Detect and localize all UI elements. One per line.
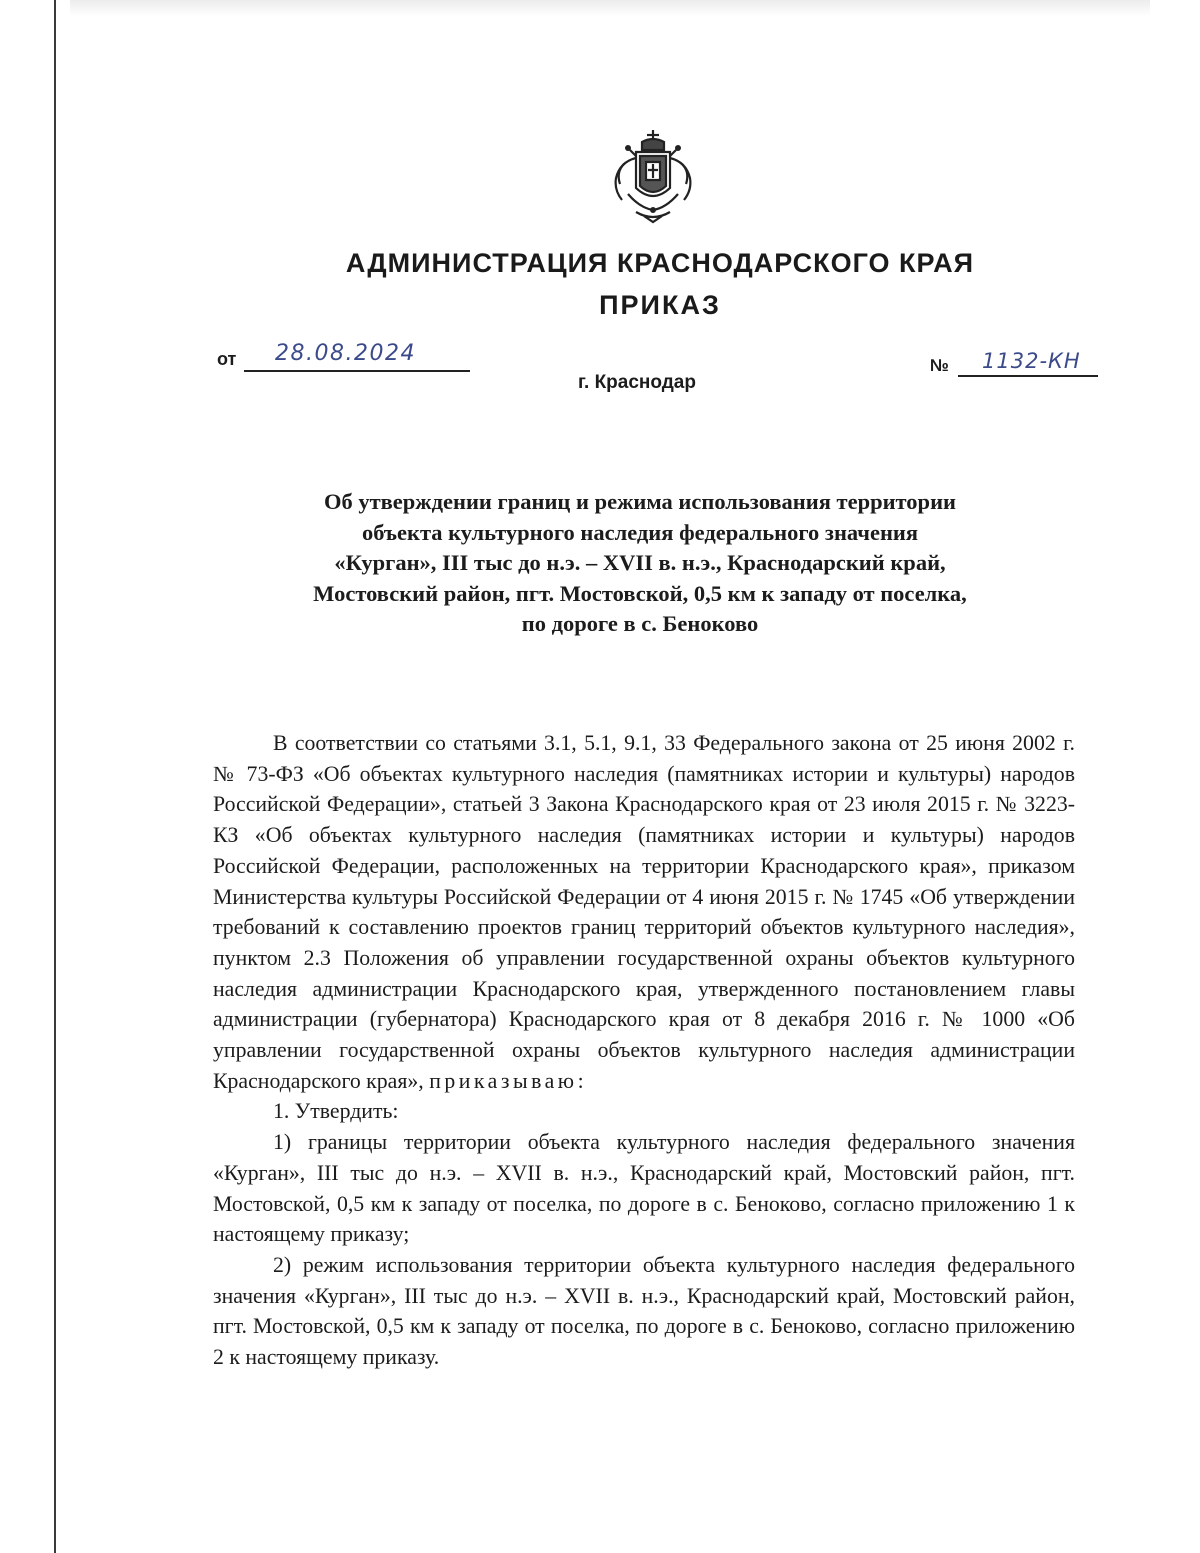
subject-line: Мостовский район, пгт. Мостовской, 0,5 км к западу от поселка, <box>313 580 967 606</box>
scan-artifact <box>70 0 1150 16</box>
date-underline <box>244 370 470 372</box>
document-type: ПРИКАЗ <box>599 290 721 320</box>
preamble-text: В соответствии со статьями 3.1, 5.1, 9.1, 33 Федерального закона от 25 июня 2002 г. № 73-ФЗ «Об объектах культурного наследия (памятниках истории и культуры) народов Российской Федерации», статьей 3 Закона Краснодарского края от 23 июля 2015 г. № 3223-КЗ «Об объектах культурного наследия (памятниках истории и культуры) народов Российской Федерации, расположенных на территории Краснодарского края», приказом Министерства культуры Российской Федерации от 4 июня 2015 г. № 1745 «Об утверждении требований к составлению проектов границ территорий объектов культурного наследия», пунктом 2.3 Положения об управлении государственной охраны объектов культурного наследия администрации Краснодарского края, утвержденного постановлением главы администрации (губернатора) Краснодарского края от 8 декабря 2016 г. № 1000 «Об управлении государственной охраны объектов культурного наследия администрации Краснодарского края», <box>213 731 1075 1093</box>
date-field <box>217 343 477 377</box>
number-underline <box>958 375 1098 377</box>
number-label: № <box>930 356 949 375</box>
document-body <box>213 728 1075 1373</box>
decree-word: приказываю: <box>429 1068 588 1093</box>
subject-line: Об утверждении границ и режима использования территории <box>323 489 957 514</box>
item-1-1: 1) границы территории объекта культурного наследия федерального значения «Курган», III тыс до н.э. – XVII в. н.э., Краснодарский край, Мостовский район, пгт. Мостовской, 0,5 км к западу от поселка, по дороге в с. Беноково, согласно приложению 1 к настоящему приказу; <box>213 1130 1075 1247</box>
number-value: 1132-КН <box>982 349 1081 373</box>
coat-of-arms-icon <box>606 128 700 224</box>
subject-line: по дороге в с. Беноково <box>521 611 759 636</box>
document-subject <box>240 487 1040 640</box>
organization-title: АДМИНИСТРАЦИЯ КРАСНОДАРСКОГО КРАЯ <box>345 248 975 278</box>
page-left-edge <box>54 0 56 1553</box>
subject-line: «Курган», III тыс до н.э. – XVII в. н.э., Краснодарский край, <box>334 550 946 575</box>
city: г. Краснодар <box>578 372 696 393</box>
subject-line: объекта культурного наследия федерального значения <box>361 519 919 545</box>
preamble-paragraph <box>213 728 1075 1096</box>
item-1: 1. Утвердить: <box>273 1099 399 1124</box>
date-value: 28.08.2024 <box>275 341 416 366</box>
date-label: от <box>217 349 237 369</box>
number-field <box>930 348 1100 382</box>
item-1-2: 2) режим использования территории объекта культурного наследия федерального значения «Курган», III тыс до н.э. – XVII в. н.э., Краснодарский край, Мостовский район, пгт. Мостовской, 0,5 км к западу от поселка, по дороге в с. Беноково, согласно приложению 2 к настоящему приказу. <box>213 1252 1075 1370</box>
